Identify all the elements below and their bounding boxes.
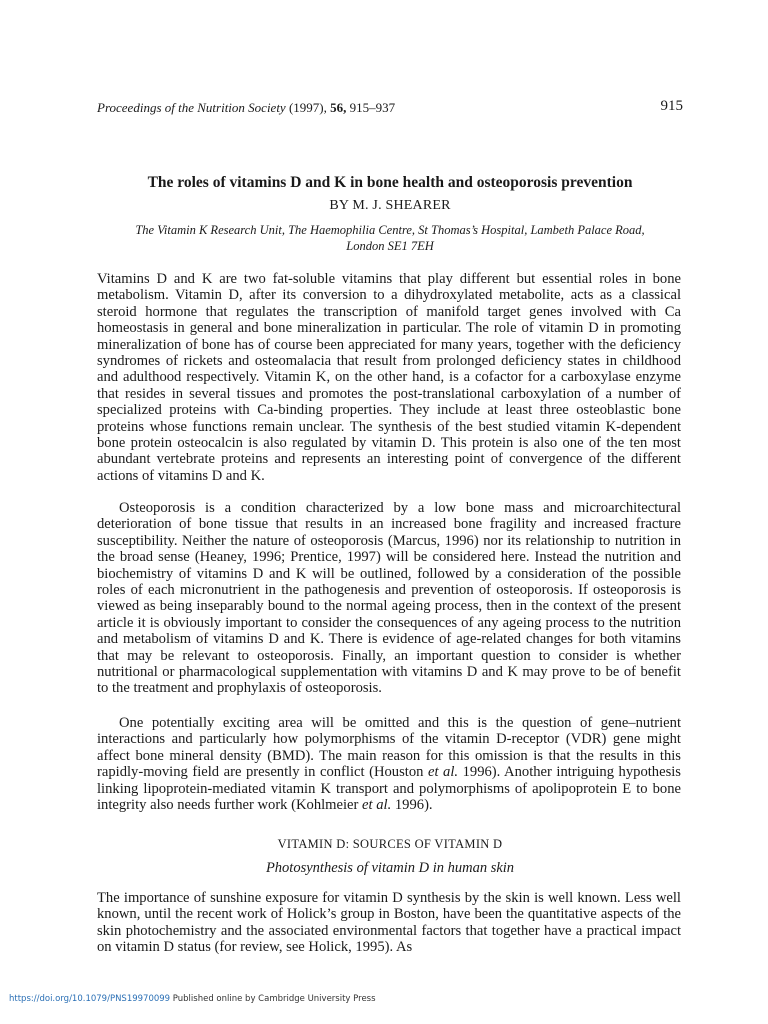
body-paragraph <box>97 715 681 813</box>
journal-pages: 915–937 <box>349 100 396 115</box>
page-footer <box>9 994 376 1004</box>
text-run: One potentially exciting area will be omitted and this is the question of gene–nutrient interactions and particularly how polymorphisms of the vitamin D-receptor (VDR) gene might affect bone mineral density (BMD). The main reason for this omission is that the results in this rapidly-moving field are presently in conflict (Houston <box>97 715 681 781</box>
affiliation-line-2: London SE1 7EH <box>346 238 434 253</box>
text-run-italic: et al. <box>362 797 392 814</box>
journal-year: (1997), <box>288 100 327 115</box>
paragraph-text <box>97 715 681 813</box>
text-run-italic: et al. <box>427 764 459 781</box>
article-author: BY M. J. SHEARER <box>329 198 451 213</box>
published-note: Published online by Cambridge University Press <box>172 994 376 1004</box>
paragraph-text: Vitamins D and K are two fat-soluble vitamins that play different but essential roles in bone metabolism. Vitamin D, after its conversion to a dihydroxylated metabolite, acts as a classical steroid hormone that regulates the transcription of manifold target genes involved with Ca homeostasis in general and bone mineralization in particular. The role of vitamin D in promoting mineralization of bone has of course been appreciated for many years, together with the deficiency syndromes of rickets and osteomalacia that result from prolonged deficiency states in childhood and adulthood respectively. Vitamin K, on the other hand, is a cofactor for a carboxylase enzyme that resides in several tissues and promotes the post-translational carboxylation of a number of specialized proteins with Ca-binding properties. They include at least three osteoblastic bone proteins whose functions remain unclear. The synthesis of the best studied vitamin K-dependent bone protein osteocalcin is also regulated by vitamin D. This protein is also one of the ten most abundant vertebrate proteins and represents an interesting point of convergence of the different actions of vitamins D and K. <box>97 271 681 484</box>
journal-citation <box>97 100 395 116</box>
section-heading: VITAMIN D: SOURCES OF VITAMIN D <box>277 837 503 851</box>
paragraph-text: The importance of sunshine exposure for vitamin D synthesis by the skin is well known. Less well known, until the recent work of Holick’s group in Boston, have been the quantitative aspects of the skin photochemistry and the associated environmental factors that together have a practical impact on vitamin D status (for review, see Holick, 1995). As <box>97 890 681 956</box>
running-header <box>97 98 683 118</box>
journal-volume: 56, <box>330 100 347 115</box>
paragraph-text: Osteoporosis is a condition characterized by a low bone mass and microarchitectural deterioration of bone tissue that results in an increased bone fragility and increased fracture susceptibility. Neither the nature of osteoporosis (Marcus, 1996) nor its relationship to nutrition in the broad sense (Heaney, 1996; Prentice, 1997) will be considered here. Instead the nutrition and biochemistry of vitamins D and K will be outlined, followed by a consideration of the possible roles of each micronutrient in the pathogenesis and prevention of osteoporosis. If osteoporosis is viewed as being inseparably bound to the normal ageing process, then in the context of the present article it is obviously important to consider the consequences of any ageing process to the nutrition and metabolism of vitamins D and K. There is evidence of age-related changes for both vitamins that may be relevant to osteoporosis. Finally, an important question to consider is whether nutritional or pharmacological supplementation with vitamins D and K may prove to be of benefit to the treatment and prophylaxis of osteoporosis. <box>97 500 681 697</box>
subsection-heading: Photosynthesis of vitamin D in human skin <box>265 860 515 876</box>
page-number: 915 <box>660 98 683 114</box>
article-title: The roles of vitamins D and K in bone health and osteoporosis prevention <box>147 174 633 191</box>
body-paragraph <box>97 500 681 697</box>
author-affiliation <box>97 223 683 254</box>
journal-name: Proceedings of the Nutrition Society <box>97 100 286 115</box>
body-paragraph <box>97 890 681 956</box>
doi-link[interactable]: https://doi.org/10.1079/PNS19970099 <box>9 994 171 1004</box>
affiliation-line-1: The Vitamin K Research Unit, The Haemophilia Centre, St Thomas’s Hospital, Lambeth Palace Road, <box>135 223 645 237</box>
text-run: 1996). <box>391 797 433 814</box>
body-paragraph <box>97 271 681 484</box>
text-run: 1996). Another intriguing hypothesis linking lipoprotein-mediated vitamin K transport and polymorphisms of apolipoprotein E to bone integrity also needs further work (Kohlmeier <box>97 764 681 814</box>
